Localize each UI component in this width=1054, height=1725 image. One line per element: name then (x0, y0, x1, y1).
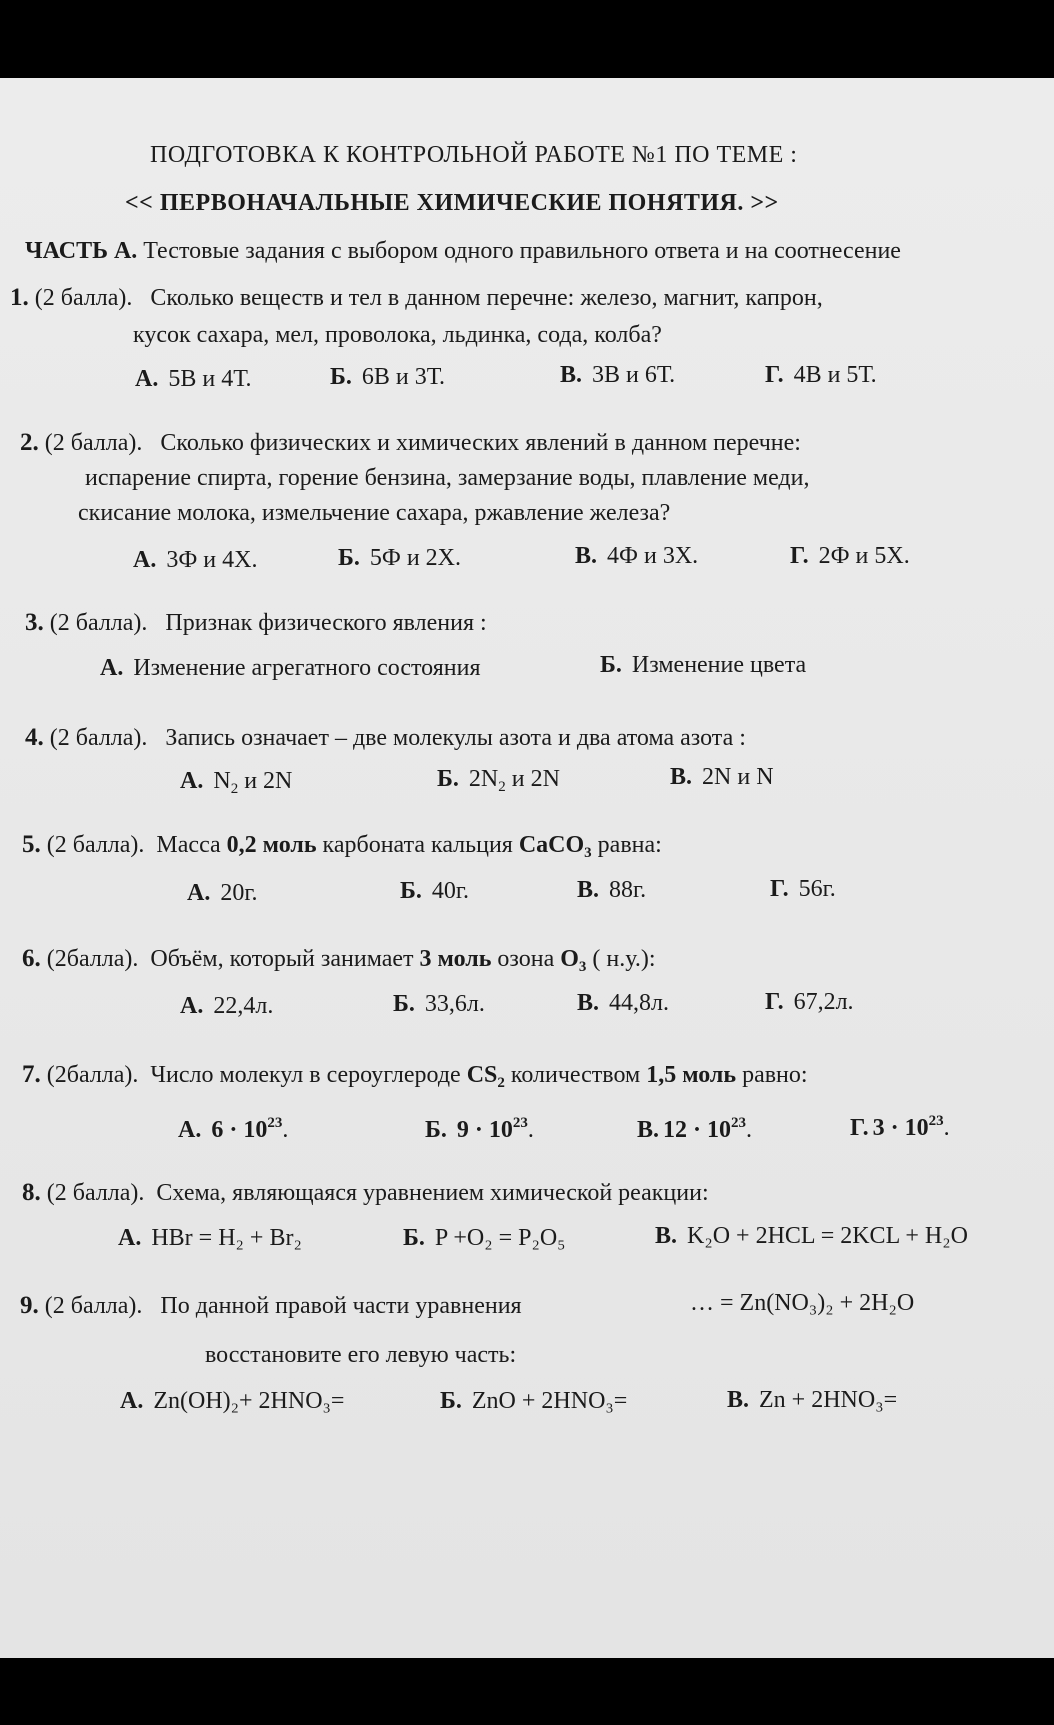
question-4 (25, 723, 746, 753)
answer-option: Б. 33,6л. (393, 991, 485, 1017)
answer-option: А. Zn(OH)₂+ 2HNO₃= (120, 1388, 345, 1414)
question-5: 5. (2 балла). Масса 0,2 моль карбоната кальция CaCO$_3$ равна: (22, 831, 662, 861)
answer-option: В. $12 \cdot 10^{23}$. (637, 1115, 753, 1143)
answer-option: Б. 5Ф и 2Х. (338, 545, 462, 571)
answer-option: В. 3В и 6Т. (560, 362, 676, 388)
answer-option: В. 44,8л. (577, 990, 669, 1016)
question-number: 4. (25, 724, 44, 751)
question-1 (10, 283, 823, 313)
part-description: Тестовые задания с выбором одного правильного ответа и на соотнесение (143, 238, 901, 264)
topic-title: << ПЕРВОНАЧАЛЬНЫЕ ХИМИЧЕСКИЕ ПОНЯТИЯ. >> (125, 190, 779, 216)
question-points: (2 балла). (49, 725, 148, 751)
answer-option: А. 20г. (187, 880, 258, 906)
answer-option: А. 22,4л. (180, 993, 274, 1019)
answer-option: А. $N_2$ и 2N (180, 768, 293, 797)
question-number: 3. (25, 609, 44, 636)
question-9 (20, 1291, 522, 1321)
question-points: (2 балла). (44, 1293, 143, 1319)
answer-option: В. K₂O + 2HCL = 2KCL + H₂O (655, 1223, 968, 1249)
question-text: Запись означает – две молекулы азота и два атома азота : (165, 725, 746, 751)
answer-option: Г. 2Ф и 5Х. (790, 543, 910, 569)
question-2 (20, 428, 801, 458)
question-text: Схема, являющаяся уравнением химической реакции: (156, 1180, 709, 1206)
question-3 (25, 608, 487, 638)
equation-right-side: … = Zn(NO₃)₂ + 2H₂O (690, 1290, 915, 1316)
question-number: 9. (20, 1292, 39, 1319)
question-text: По данной правой части уравнения (160, 1293, 522, 1319)
question-number: 8. (22, 1179, 41, 1206)
answer-option: Б. $2N_2$ и 2N (437, 766, 560, 795)
question-8 (22, 1178, 709, 1208)
question-points: (2 балла). (46, 832, 145, 858)
part-label: ЧАСТЬ А. (25, 238, 138, 264)
question-text-cont: скисание молока, измельчение сахара, ржавление железа? (78, 500, 671, 526)
question-points: (2балла). (46, 946, 139, 972)
answer-option: Б. 40г. (400, 878, 470, 904)
answer-option: В. 88г. (577, 877, 647, 903)
answer-option: А. Изменение агрегатного состояния (100, 655, 481, 681)
answer-option: А. $6 \cdot 10^{23}$. (178, 1115, 289, 1143)
answer-option: В. 2N и N (670, 764, 774, 790)
question-points: (2 балла). (49, 610, 148, 636)
worksheet-page (0, 78, 1054, 1658)
question-text: Сколько веществ и тел в данном перечне: железо, магнит, капрон, (150, 285, 823, 311)
page-title: ПОДГОТОВКА К КОНТРОЛЬНОЙ РАБОТЕ №1 ПО ТЕМЕ : (150, 142, 798, 168)
question-number: 7. (22, 1061, 41, 1088)
answer-option: А. 3Ф и 4Х. (133, 547, 258, 573)
question-text: Сколько физических и химических явлений в данном перечне: (160, 430, 801, 456)
question-text-cont: испарение спирта, горение бензина, замерзание воды, плавление меди, (85, 465, 810, 491)
question-number: 6. (22, 945, 41, 972)
answer-option: Б. Изменение цвета (600, 652, 807, 678)
question-text-cont: кусок сахара, мел, проволока, льдинка, сода, колба? (133, 322, 662, 348)
question-number: 5. (22, 831, 41, 858)
answer-option: Б. $9 \cdot 10^{23}$. (425, 1115, 534, 1143)
answer-option: В. 4Ф и 3Х. (575, 543, 699, 569)
answer-option: В. Zn + 2HNO₃= (727, 1387, 898, 1413)
question-text-cont: восстановите его левую часть: (205, 1342, 517, 1368)
question-6: 6. (2балла). Объём, который занимает 3 моль озона $O_3$ ( н.у.): (22, 945, 656, 975)
answer-option: Б. 6В и 3Т. (330, 364, 445, 390)
answer-option: А. 5В и 4Т. (135, 366, 252, 392)
question-points: (2 балла). (46, 1180, 145, 1206)
answer-option: Б. ZnO + 2HNO₃= (440, 1388, 628, 1414)
answer-option: Г. 67,2л. (765, 989, 854, 1015)
question-points: (2 балла). (34, 285, 133, 311)
answer-option: Г. 4В и 5Т. (765, 362, 877, 388)
answer-option: Г. $3 \cdot 10^{23}$. (850, 1113, 950, 1141)
part-heading (25, 236, 901, 266)
answer-option: Б. P +O₂ = P₂O₅ (403, 1225, 566, 1251)
question-7: 7. (2балла). Число молекул в сероуглероде $CS_2$ количеством 1,5 моль равно: (22, 1061, 808, 1091)
question-number: 2. (20, 429, 39, 456)
question-points: (2 балла). (44, 430, 143, 456)
question-text: Признак физического явления : (165, 610, 487, 636)
question-number: 1. (10, 284, 29, 311)
question-points: (2балла). (46, 1062, 139, 1088)
answer-option: А. HBr = H₂ + Br₂ (118, 1225, 302, 1251)
answer-option: Г. 56г. (770, 876, 836, 902)
